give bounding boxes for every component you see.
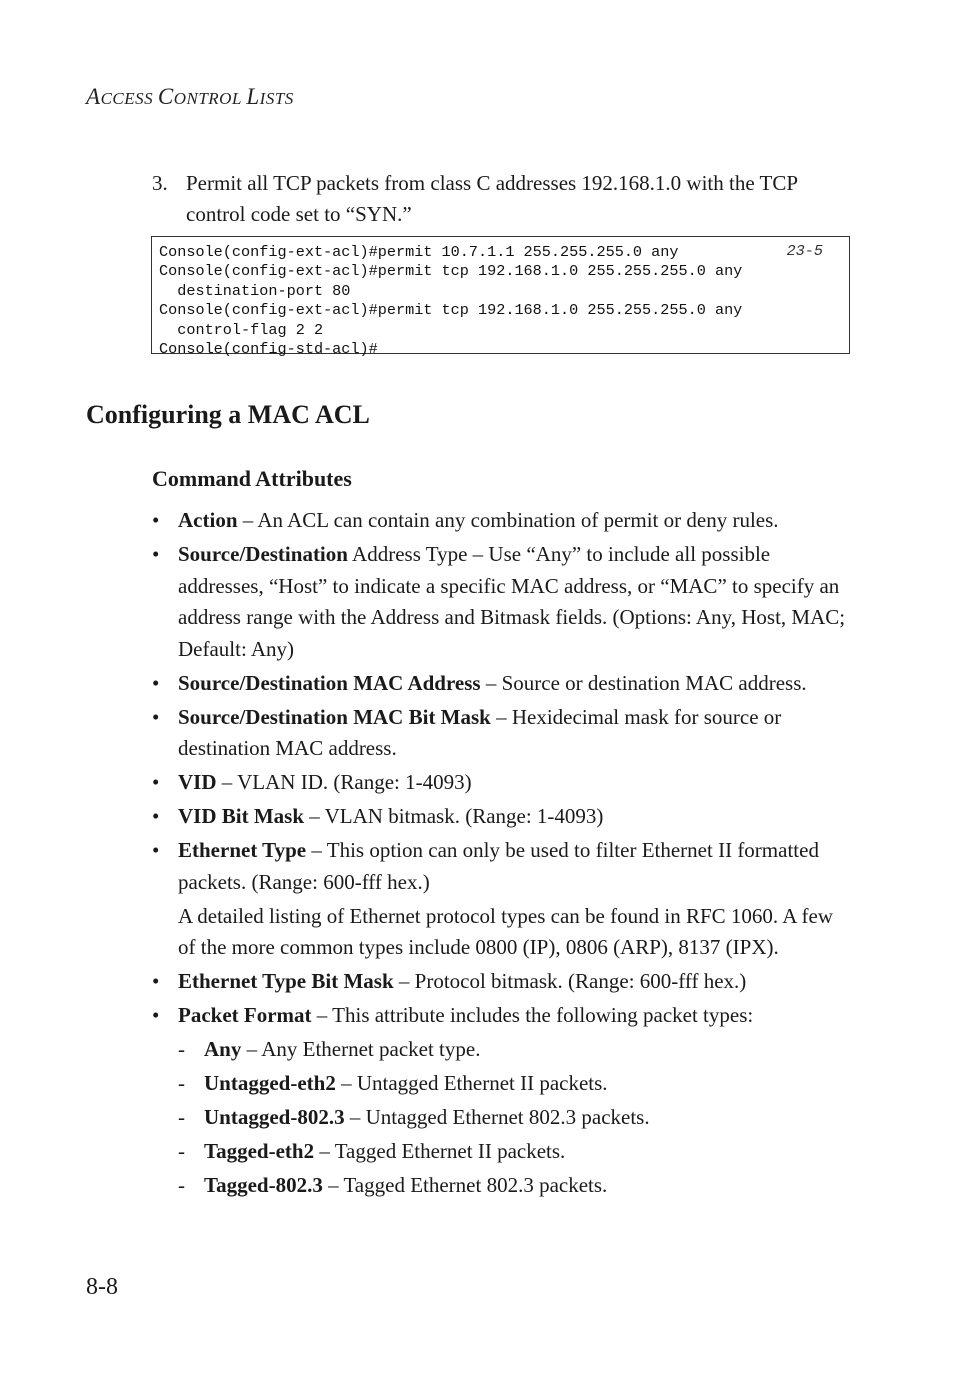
code-example	[151, 236, 850, 359]
bullet: •	[152, 508, 160, 532]
term: Source/Destination	[178, 542, 348, 566]
list-item	[152, 801, 852, 833]
bullet: •	[152, 542, 160, 566]
packet-type-item	[152, 1034, 852, 1066]
term: Ethernet Type	[178, 838, 307, 862]
packet-type-item	[152, 1102, 852, 1134]
term: Any	[204, 1037, 242, 1061]
packet-type-item	[152, 1068, 852, 1100]
list-item	[152, 767, 852, 799]
list-item	[152, 702, 852, 765]
list-item	[152, 668, 852, 700]
dash: -	[178, 1173, 185, 1197]
bullet: •	[152, 1003, 160, 1027]
section-title: Configuring a MAC ACL	[86, 400, 370, 429]
header-initial-c: C	[157, 84, 174, 109]
term: Untagged-eth2	[204, 1071, 336, 1095]
ethernet-type-note: A detailed listing of Ethernet protocol types can be found in RFC 1060. A few of the more common types include 0800 (IP), 0806 (ARP), 8137 (IPX).	[178, 903, 833, 959]
code-line: Console(config-ext-acl)#permit tcp 192.168.1.0 255.255.255.0 any	[159, 262, 743, 281]
description: – Untagged Ethernet 802.3 packets.	[344, 1105, 650, 1129]
code-line: Console(config-std-acl)#	[159, 340, 378, 359]
dash: -	[178, 1071, 185, 1095]
code-line: destination-port 80	[159, 281, 351, 300]
subsection-title: Command Attributes	[152, 466, 352, 491]
term: Tagged-eth2	[204, 1139, 315, 1163]
bullet: •	[152, 838, 160, 862]
running-header	[86, 84, 294, 110]
description: – Protocol bitmask. (Range: 600-fff hex.)	[393, 969, 747, 993]
bullet: •	[152, 969, 160, 993]
bullet: •	[152, 704, 160, 729]
code-line: control-flag 2 2	[159, 320, 324, 339]
dash: -	[178, 1139, 185, 1163]
description: – VLAN bitmask. (Range: 1-4093)	[304, 804, 604, 828]
description: – Untagged Ethernet II packets.	[335, 1071, 608, 1095]
term: Tagged-802.3	[204, 1173, 323, 1197]
header-initial-a: A	[86, 84, 101, 109]
term: VID Bit Mask	[178, 804, 305, 828]
description: – This option can only be used to filter Ethernet II formatted packets. (Range: 600-fff hex.)	[178, 838, 819, 894]
header-smallcaps-ists: ISTS	[259, 89, 294, 108]
attribute-list	[152, 505, 852, 1204]
list-item	[152, 505, 852, 537]
bullet: •	[152, 770, 160, 794]
step-text: Permit all TCP packets from class C addresses 192.168.1.0 with the TCP control code set to “SYN.”	[186, 171, 798, 226]
description: – Source or destination MAC address.	[480, 670, 807, 695]
list-item	[152, 966, 852, 998]
code-line: Console(config-ext-acl)#permit tcp 192.168.1.0 255.255.255.0 any	[159, 301, 743, 320]
description: – Hexidecimal mask for source or destination MAC address.	[178, 704, 782, 760]
packet-type-item	[152, 1136, 852, 1168]
bullet: •	[152, 804, 160, 828]
list-item	[152, 1000, 852, 1032]
code-reference: 23-5	[786, 242, 823, 260]
header-initial-l: L	[246, 84, 260, 109]
term: Packet Format	[178, 1003, 312, 1027]
description: Address Type – Use “Any” to include all possible addresses, “Host” to indicate a specific MAC address, or “MAC” to specify an address range with the Address and Bitmask fields. (Options: Any, Host, MAC; Default: Any)	[178, 542, 846, 661]
description: – Any Ethernet packet type.	[241, 1037, 481, 1061]
description: – Tagged Ethernet 802.3 packets.	[322, 1173, 608, 1197]
header-smallcaps-ontrol: ONTROL	[173, 89, 247, 108]
step-number: 3.	[152, 171, 168, 195]
term: Action	[178, 508, 238, 532]
list-item	[152, 835, 852, 898]
code-line: Console(config-ext-acl)#permit 10.7.1.1 255.255.255.0 any	[159, 243, 679, 261]
description: – VLAN ID. (Range: 1-4093)	[216, 770, 472, 794]
term: Source/Destination MAC Address	[178, 670, 481, 695]
dash: -	[178, 1105, 185, 1129]
bullet: •	[152, 670, 160, 695]
term: VID	[178, 770, 217, 794]
term: Source/Destination MAC Bit Mask	[178, 704, 491, 729]
list-item	[152, 539, 852, 665]
header-smallcaps-ccess: CCESS	[100, 89, 158, 108]
description: – Tagged Ethernet II packets.	[314, 1139, 566, 1163]
term: Ethernet Type Bit Mask	[178, 969, 394, 993]
dash: -	[178, 1037, 185, 1061]
description: – An ACL can contain any combination of permit or deny rules.	[237, 508, 779, 532]
packet-type-item	[152, 1170, 852, 1202]
term: Untagged-802.3	[204, 1105, 345, 1129]
step-3	[152, 168, 852, 230]
page-number: 8-8	[86, 1274, 118, 1300]
description: – This attribute includes the following packet types:	[311, 1003, 754, 1027]
